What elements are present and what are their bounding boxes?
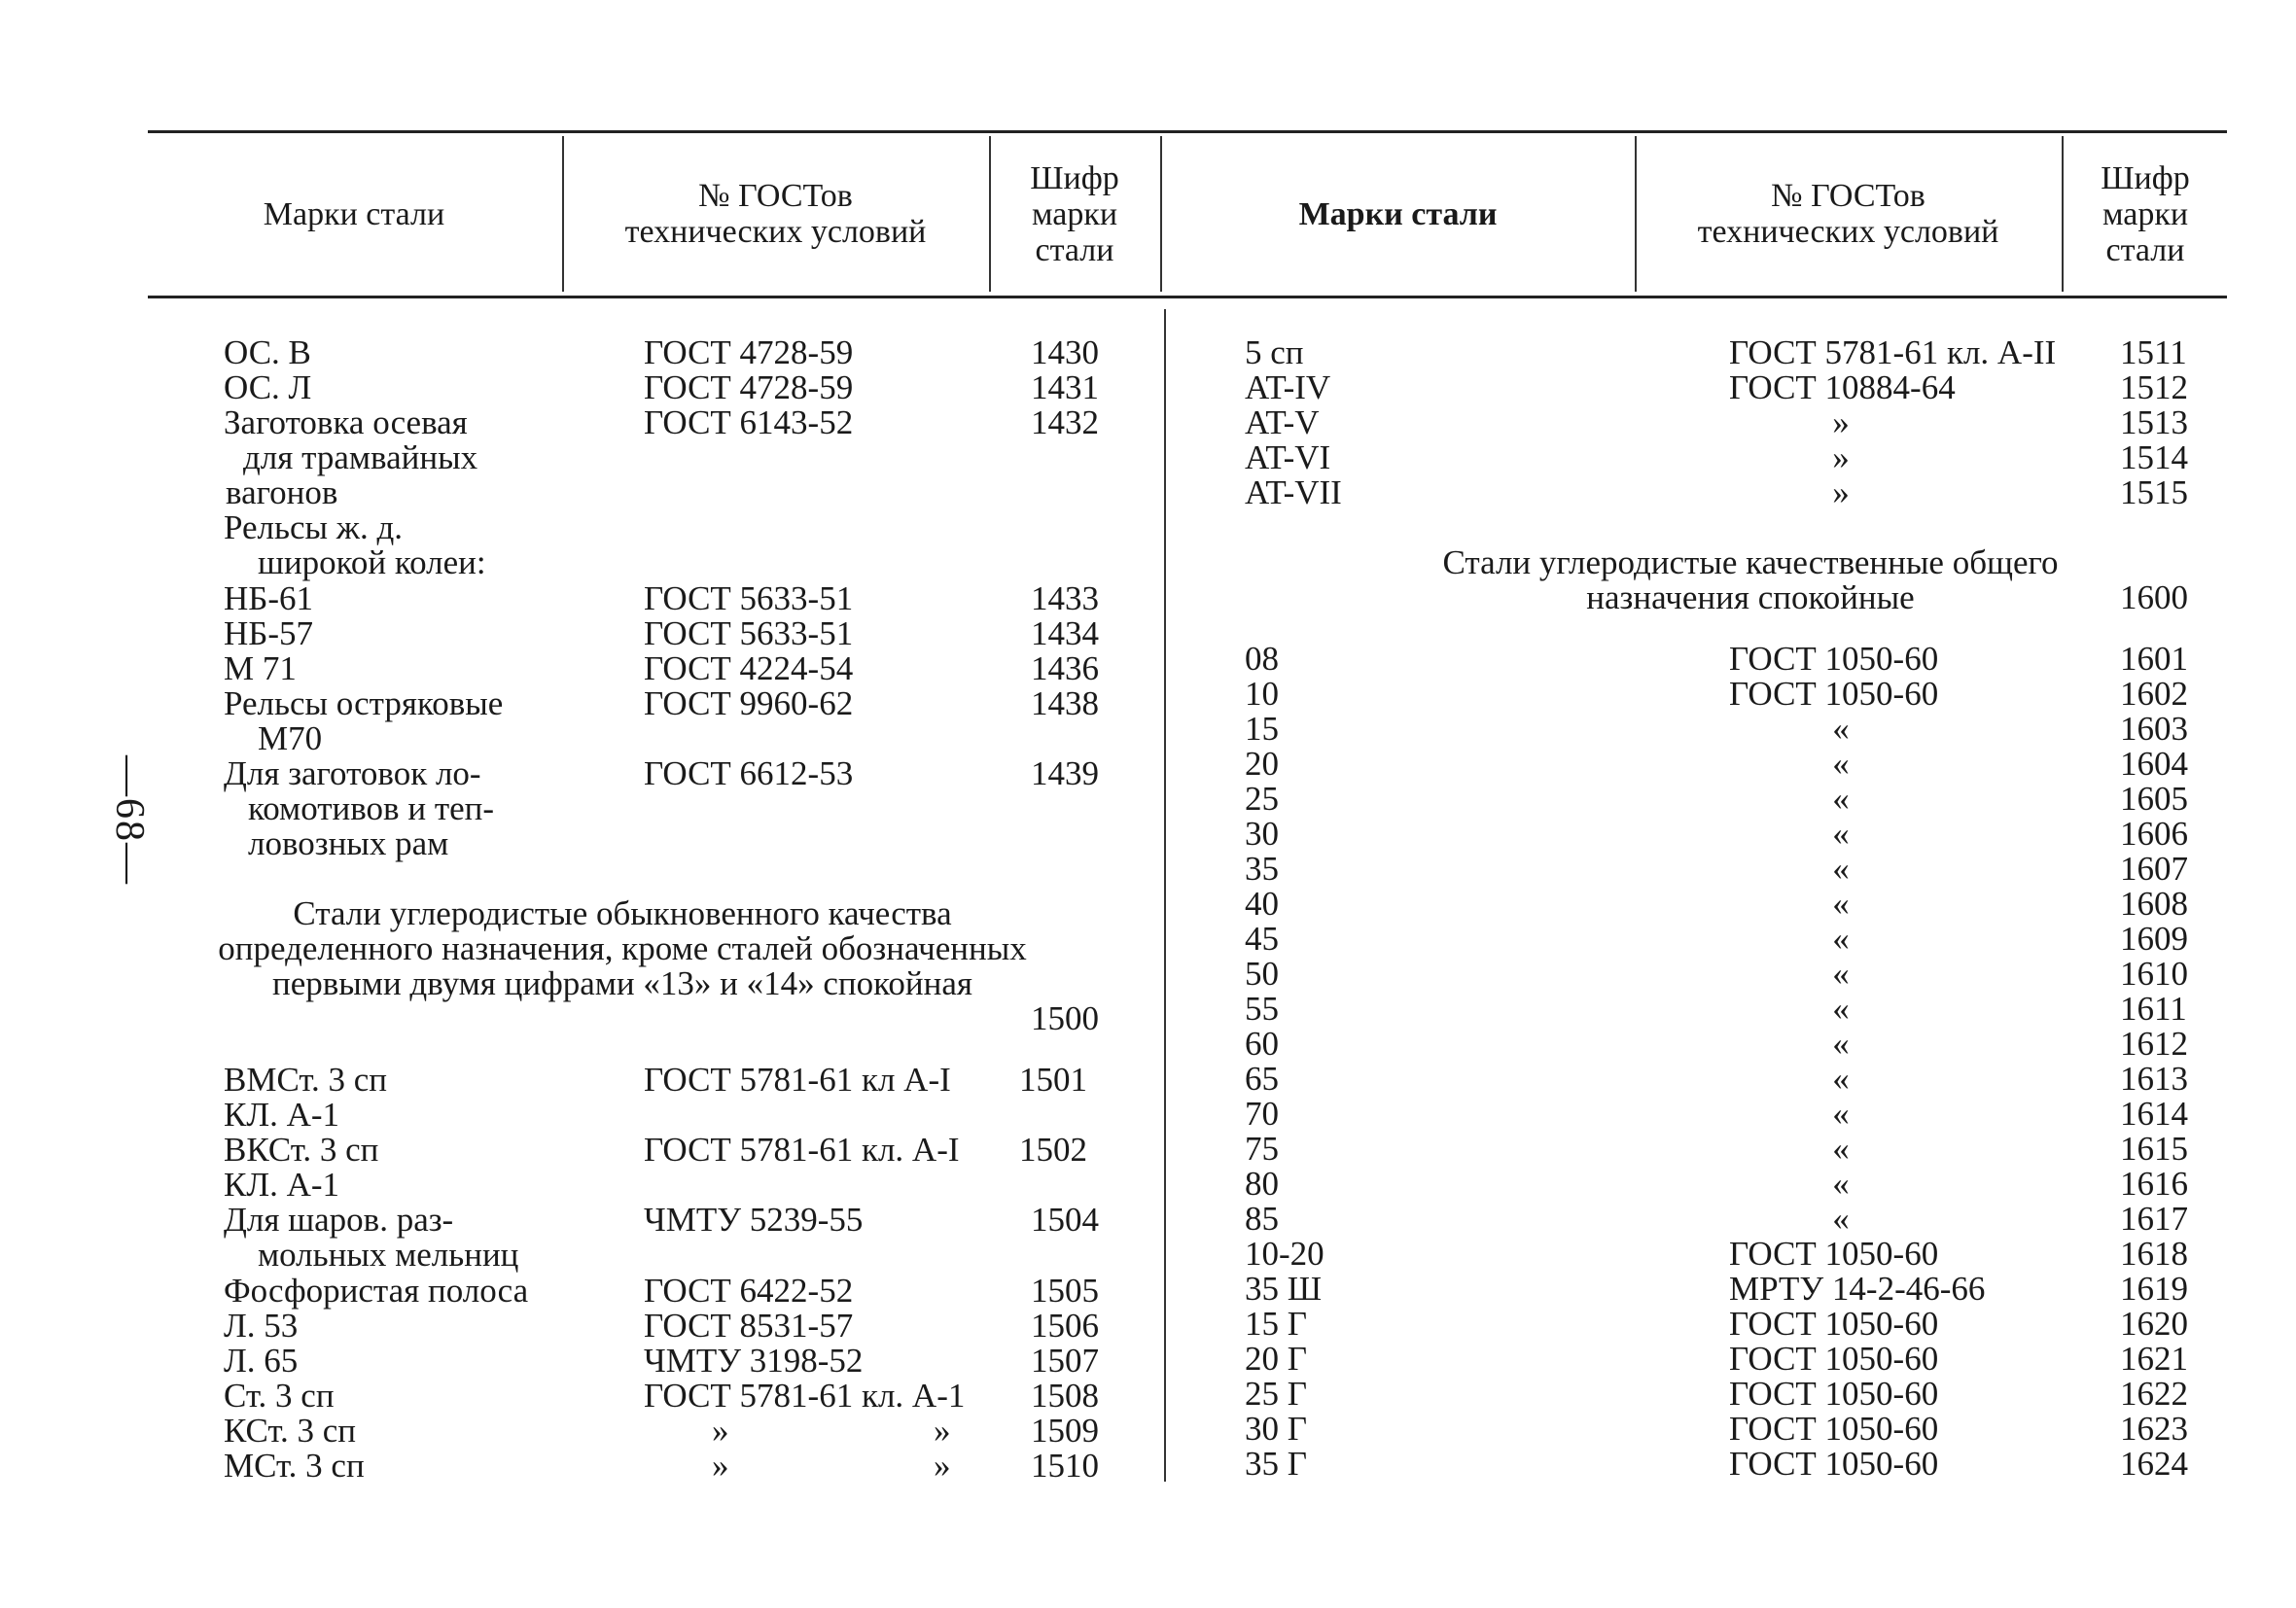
grade-cell-continuation: КЛ. А-1 (224, 1166, 340, 1204)
grade-cell: КСт. 3 сп (224, 1412, 357, 1450)
code-cell: 1613 (2120, 1060, 2188, 1098)
grade-cell-continuation: М70 (258, 719, 323, 757)
grade-cell: ВМСт. 3 сп (224, 1061, 388, 1099)
grade-cell: 65 (1245, 1060, 1279, 1098)
grade-cell-continuation: для трамвайных (243, 438, 478, 476)
code-cell: 1611 (2120, 990, 2187, 1028)
header-gost-line: № ГОСТов (1771, 178, 1925, 214)
grade-cell: 25 Г (1245, 1375, 1307, 1413)
grade-cell: 20 Г (1245, 1340, 1307, 1378)
code-cell: 1603 (2120, 710, 2188, 748)
grade-cell: 30 (1245, 815, 1279, 853)
header-grade-label: Марки стали (1298, 195, 1498, 232)
gost-cell: ГОСТ 1050-60 (1729, 1375, 1939, 1413)
code-cell: 1619 (2120, 1270, 2188, 1308)
code-cell: 1602 (2120, 675, 2188, 713)
grade-cell: 30 Г (1245, 1410, 1307, 1448)
grade-cell-continuation: комотивов и теп- (248, 789, 495, 827)
grade-cell: Заготовка осевая (224, 403, 468, 441)
code-cell: 1430 (1031, 333, 1099, 371)
gost-cell: ГОСТ 1050-60 (1729, 1410, 1939, 1448)
grade-cell: 40 (1245, 885, 1279, 923)
gost-ditto-mark: « (1832, 710, 1850, 748)
grade-cell: AT-VI (1245, 438, 1331, 476)
gost-ditto-mark: » (712, 1412, 729, 1450)
grade-cell-continuation: ловозных рам (248, 824, 449, 862)
section-heading-line: первыми двумя цифрами «13» и «14» спокойная (272, 964, 972, 1002)
code-cell: 1434 (1031, 614, 1099, 652)
header-code-line: стали (1035, 231, 1114, 268)
code-cell: 1610 (2120, 955, 2188, 993)
code-cell: 1508 (1031, 1377, 1099, 1415)
grade-cell: НБ-61 (224, 579, 314, 617)
grade-cell: 25 (1245, 780, 1279, 818)
gost-cell: ГОСТ 9960-62 (644, 684, 854, 722)
code-cell: 1514 (2120, 438, 2188, 476)
code-cell: 1432 (1031, 403, 1099, 441)
grade-cell: 35 Ш (1245, 1270, 1323, 1308)
grade-cell-continuation: широкой колеи: (258, 543, 486, 581)
grade-cell: НБ-57 (224, 614, 314, 652)
gost-ditto-mark: » (934, 1447, 951, 1485)
code-cell: 1601 (2120, 640, 2188, 678)
grade-cell: Рельсы остряковые (224, 684, 504, 722)
header-divider (1160, 136, 1162, 292)
header-code-line: марки (1031, 195, 1118, 232)
header-code-right (2064, 136, 2227, 292)
grade-cell: Фосфористая полоса (224, 1272, 529, 1310)
grade-cell: Л. 65 (224, 1342, 299, 1380)
grade-cell: AT-V (1245, 403, 1320, 441)
header-gost-line: № ГОСТов (698, 178, 853, 214)
code-cell: 1604 (2120, 745, 2188, 783)
code-cell: 1612 (2120, 1025, 2188, 1063)
grade-cell: 75 (1245, 1130, 1279, 1168)
gost-ditto-mark: « (1832, 1060, 1850, 1098)
gost-ditto-mark: « (1832, 815, 1850, 853)
gost-ditto-mark: » (712, 1447, 729, 1485)
gost-cell: ГОСТ 10884-64 (1729, 368, 1956, 406)
grade-cell: 85 (1245, 1200, 1279, 1238)
gost-cell: ЧМТУ 5239-55 (644, 1201, 864, 1239)
code-cell: 1507 (1031, 1342, 1099, 1380)
code-cell: 1621 (2120, 1340, 2188, 1378)
section-heading-line: Стали углеродистые обыкновенного качества (293, 894, 952, 932)
code-cell: 1438 (1031, 684, 1099, 722)
code-cell: 1624 (2120, 1445, 2188, 1483)
section-code: 1500 (1031, 999, 1099, 1037)
gost-cell: ГОСТ 6422-52 (644, 1272, 854, 1310)
code-cell: 1622 (2120, 1375, 2188, 1413)
grade-cell: ОС. В (224, 333, 311, 371)
code-cell: 1512 (2120, 368, 2188, 406)
grade-cell: AT-VII (1245, 473, 1342, 511)
code-cell: 1439 (1031, 754, 1099, 792)
code-cell: 1515 (2120, 473, 2188, 511)
grade-cell: МСт. 3 сп (224, 1447, 365, 1485)
gost-ditto-mark: « (1832, 920, 1850, 958)
header-gost-line: технических условий (624, 214, 927, 250)
gost-cell: ГОСТ 5781-61 кл. А-II (1729, 333, 2057, 371)
gost-ditto-mark: » (934, 1412, 951, 1450)
grade-cell: 55 (1245, 990, 1279, 1028)
grade-cell: 15 (1245, 710, 1279, 748)
code-cell: 1608 (2120, 885, 2188, 923)
header-gost-left (564, 136, 987, 292)
code-cell: 1433 (1031, 579, 1099, 617)
grade-cell: 45 (1245, 920, 1279, 958)
grade-cell: 60 (1245, 1025, 1279, 1063)
code-cell: 1615 (2120, 1130, 2188, 1168)
gost-cell: ГОСТ 5633-51 (644, 579, 854, 617)
gost-cell: ГОСТ 5781-61 кл. А-I (644, 1131, 960, 1169)
section-heading-line: определенного назначения, кроме сталей обозначенных (218, 929, 1027, 967)
grade-cell: М 71 (224, 649, 297, 687)
header-code-line: Шифр (1030, 159, 1119, 196)
grade-cell: ОС. Л (224, 368, 312, 406)
code-cell: 1502 (1019, 1131, 1087, 1169)
grade-cell-continuation: мольных мельниц (258, 1236, 519, 1274)
section-heading-line: назначения спокойные (1586, 578, 1915, 616)
code-cell: 1505 (1031, 1272, 1099, 1310)
grade-cell: Ст. 3 сп (224, 1377, 335, 1415)
gost-ditto-mark: « (1832, 1200, 1850, 1238)
section-heading-line: Стали углеродистые качественные общего (1442, 543, 2059, 581)
gost-cell: ГОСТ 4728-59 (644, 333, 854, 371)
gost-cell: ЧМТУ 3198-52 (644, 1342, 864, 1380)
code-cell: 1614 (2120, 1095, 2188, 1133)
gost-ditto-mark: « (1832, 780, 1850, 818)
code-cell: 1509 (1031, 1412, 1099, 1450)
code-cell: 1623 (2120, 1410, 2188, 1448)
code-cell: 1605 (2120, 780, 2188, 818)
code-cell: 1607 (2120, 850, 2188, 888)
grade-cell: ВКСт. 3 сп (224, 1131, 379, 1169)
header-grade-right (1163, 136, 1633, 292)
gost-cell: ГОСТ 8531-57 (644, 1307, 854, 1345)
grade-cell: 08 (1245, 640, 1279, 678)
grade-cell: Для шаров. раз- (224, 1201, 454, 1239)
gost-cell: ГОСТ 1050-60 (1729, 1235, 1939, 1273)
gost-ditto-mark: « (1832, 1130, 1850, 1168)
gost-cell: ГОСТ 1050-60 (1729, 1445, 1939, 1483)
header-gost-line: технических условий (1697, 214, 1999, 250)
body-center-divider (1164, 309, 1166, 1482)
grade-cell: Для заготовок ло- (224, 754, 481, 792)
gost-cell: ГОСТ 5781-61 кл А-I (644, 1061, 951, 1099)
code-cell: 1616 (2120, 1165, 2188, 1203)
gost-cell: ГОСТ 6143-52 (644, 403, 854, 441)
grade-cell: 15 Г (1245, 1305, 1307, 1343)
grade-cell: 10 (1245, 675, 1279, 713)
code-cell: 1511 (2120, 333, 2187, 371)
header-grade-label: Марки стали (263, 195, 445, 232)
code-cell: 1510 (1031, 1447, 1099, 1485)
gost-ditto-mark: « (1832, 745, 1850, 783)
grade-cell: Л. 53 (224, 1307, 299, 1345)
code-cell: 1617 (2120, 1200, 2188, 1238)
gost-ditto-mark: « (1832, 885, 1850, 923)
table-header-rule (148, 296, 2227, 298)
code-cell: 1606 (2120, 815, 2188, 853)
gost-cell: ГОСТ 5781-61 кл. А-1 (644, 1377, 966, 1415)
grade-cell: 5 сп (1245, 333, 1304, 371)
gost-cell: ГОСТ 1050-60 (1729, 675, 1939, 713)
header-code-line: марки (2102, 195, 2189, 232)
table-top-rule (148, 130, 2227, 133)
gost-ditto-mark: « (1832, 1025, 1850, 1063)
gost-cell: ГОСТ 1050-60 (1729, 1340, 1939, 1378)
gost-ditto-mark: « (1832, 1165, 1850, 1203)
code-cell: 1504 (1031, 1201, 1099, 1239)
grade-cell: Рельсы ж. д. (224, 508, 404, 546)
grade-cell-continuation: вагонов (226, 473, 338, 511)
header-gost-right (1637, 136, 2060, 292)
gost-ditto-mark: « (1832, 1095, 1850, 1133)
grade-cell: 70 (1245, 1095, 1279, 1133)
code-cell: 1513 (2120, 403, 2188, 441)
grade-cell: AT-IV (1245, 368, 1331, 406)
page-number: —68— (107, 755, 152, 886)
header-code-line: Шифр (2101, 159, 2190, 196)
code-cell: 1501 (1019, 1061, 1087, 1099)
grade-cell-continuation: КЛ. А-1 (224, 1096, 340, 1134)
grade-cell: 35 Г (1245, 1445, 1307, 1483)
code-cell: 1506 (1031, 1307, 1099, 1345)
section-code: 1600 (2120, 578, 2188, 616)
grade-cell: 80 (1245, 1165, 1279, 1203)
gost-cell: ГОСТ 4224-54 (644, 649, 854, 687)
code-cell: 1609 (2120, 920, 2188, 958)
grade-cell: 20 (1245, 745, 1279, 783)
code-cell: 1436 (1031, 649, 1099, 687)
header-code-left (991, 136, 1158, 292)
gost-ditto-mark: » (1832, 403, 1850, 441)
grade-cell: 35 (1245, 850, 1279, 888)
gost-cell: ГОСТ 1050-60 (1729, 1305, 1939, 1343)
code-cell: 1618 (2120, 1235, 2188, 1273)
gost-ditto-mark: » (1832, 438, 1850, 476)
code-cell: 1431 (1031, 368, 1099, 406)
gost-ditto-mark: « (1832, 990, 1850, 1028)
grade-cell: 10-20 (1245, 1235, 1325, 1273)
header-grade-left (148, 136, 560, 292)
gost-cell: ГОСТ 6612-53 (644, 754, 854, 792)
gost-cell: МРТУ 14-2-46-66 (1729, 1270, 1986, 1308)
header-code-line: стали (2105, 231, 2185, 268)
gost-ditto-mark: » (1832, 473, 1850, 511)
grade-cell: 50 (1245, 955, 1279, 993)
gost-cell: ГОСТ 1050-60 (1729, 640, 1939, 678)
gost-cell: ГОСТ 4728-59 (644, 368, 854, 406)
code-cell: 1620 (2120, 1305, 2188, 1343)
gost-cell: ГОСТ 5633-51 (644, 614, 854, 652)
gost-ditto-mark: « (1832, 955, 1850, 993)
gost-ditto-mark: « (1832, 850, 1850, 888)
